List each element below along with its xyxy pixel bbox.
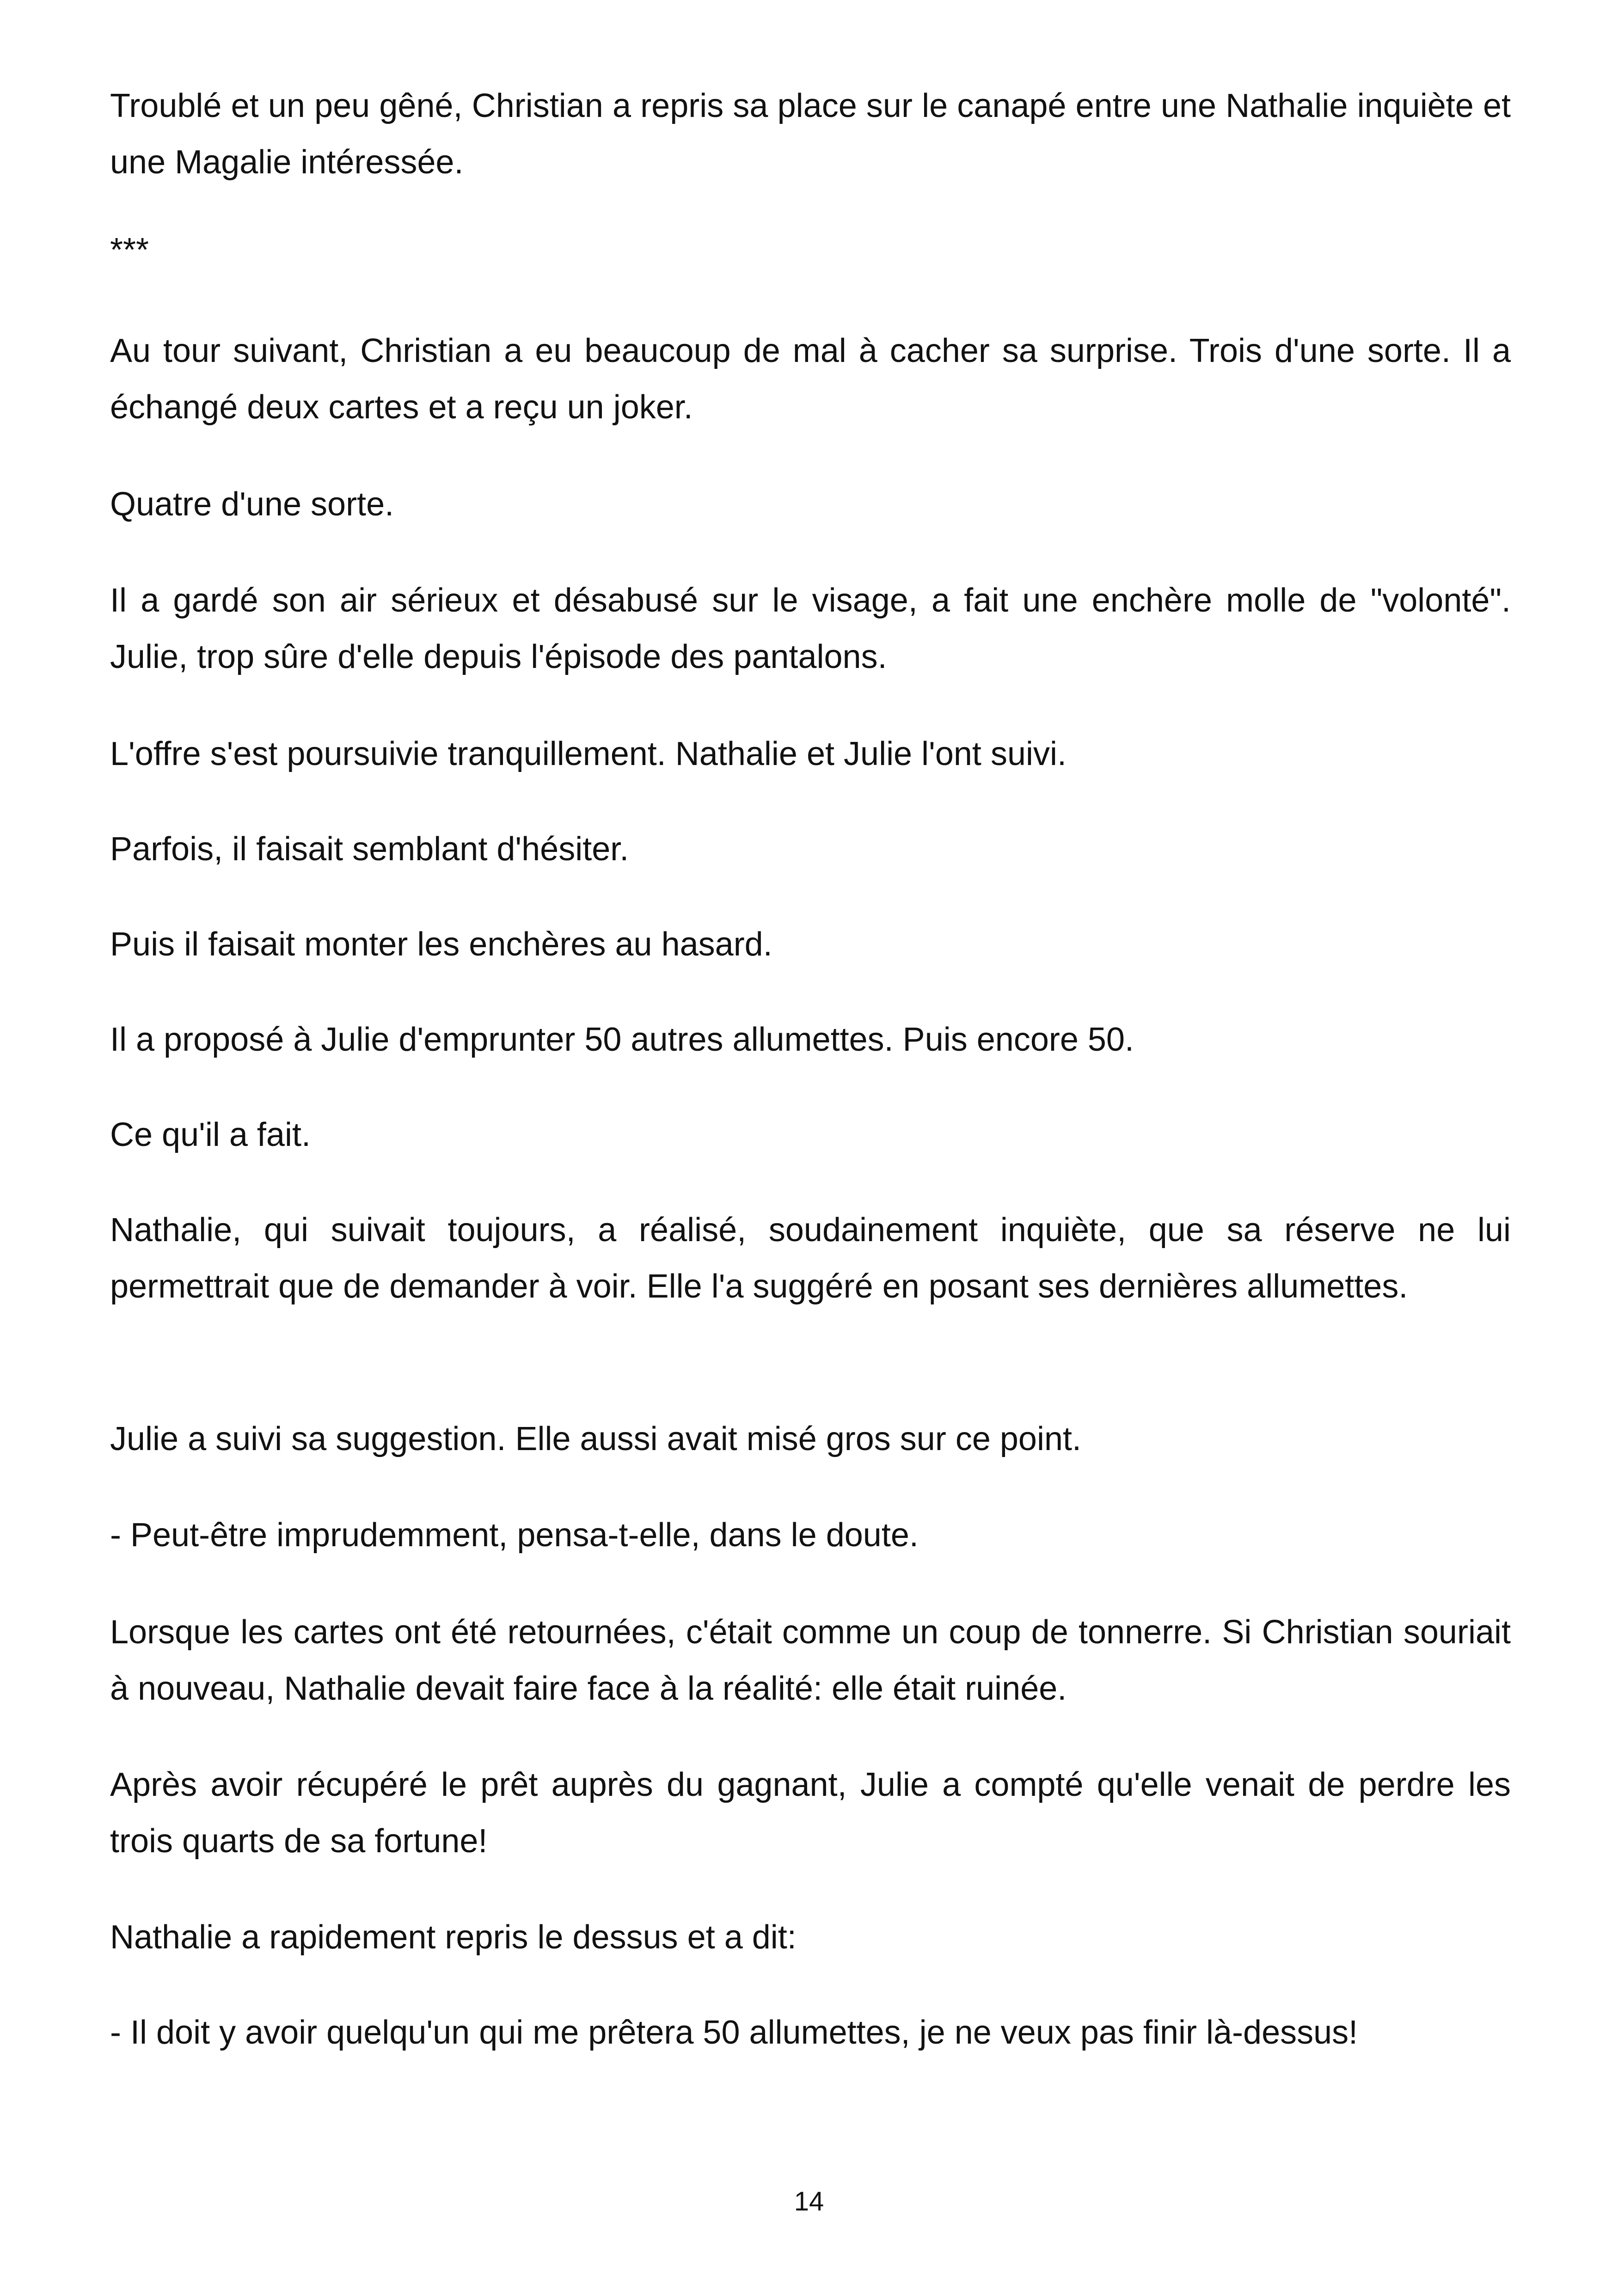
paragraph-13: - Peut-être imprudemment, pensa-t-elle, dans le doute. xyxy=(110,1517,919,1554)
paragraph-16: Nathalie a rapidement repris le dessus et a dit: xyxy=(110,1919,797,1956)
paragraph-8: Puis il faisait monter les enchères au hasard. xyxy=(110,926,772,963)
paragraph-9: Il a proposé à Julie d'emprunter 50 autres allumettes. Puis encore 50. xyxy=(110,1021,1134,1058)
paragraph-11: Nathalie, qui suivait toujours, a réalisé, soudainement inquiète, que sa réserve ne lui permettrait que de demander à voir. Elle l'a suggéré en posant ses dernières allumettes. xyxy=(110,1212,1511,1305)
paragraph-12: Julie a suivi sa suggestion. Elle aussi avait misé gros sur ce point. xyxy=(110,1420,1082,1457)
paragraph-7: Parfois, il faisait semblant d'hésiter. xyxy=(110,831,629,868)
paragraph-3: Au tour suivant, Christian a eu beaucoup de mal à cacher sa surprise. Trois d'une sorte. Il a échangé deux cartes et a reçu un joker. xyxy=(110,332,1511,426)
paragraph-6: L'offre s'est poursuivie tranquillement. Nathalie et Julie l'ont suivi. xyxy=(110,735,1066,772)
page-number: 14 xyxy=(794,2186,824,2216)
scene-break: *** xyxy=(110,232,149,269)
paragraph-17: - Il doit y avoir quelqu'un qui me prêtera 50 allumettes, je ne veux pas finir là-dessus! xyxy=(110,2014,1358,2051)
paragraph-5: Il a gardé son air sérieux et désabusé sur le visage, a fait une enchère molle de "volonté". Julie, trop sûre d'elle depuis l'épisode des pantalons. xyxy=(110,582,1511,675)
paragraph-14: Lorsque les cartes ont été retournées, c'était comme un coup de tonnerre. Si Christian souriait à nouveau, Nathalie devait faire face à la réalité: elle était ruinée. xyxy=(110,1614,1511,1707)
paragraph-10: Ce qu'il a fait. xyxy=(110,1116,311,1153)
paragraph-4: Quatre d'une sorte. xyxy=(110,486,394,523)
paragraph-15: Après avoir récupéré le prêt auprès du gagnant, Julie a compté qu'elle venait de perdre les trois quarts de sa fortune! xyxy=(110,1766,1511,1860)
paragraph-1: Troublé et un peu gêné, Christian a repris sa place sur le canapé entre une Nathalie inquiète et une Magalie intéressée. xyxy=(110,87,1511,181)
